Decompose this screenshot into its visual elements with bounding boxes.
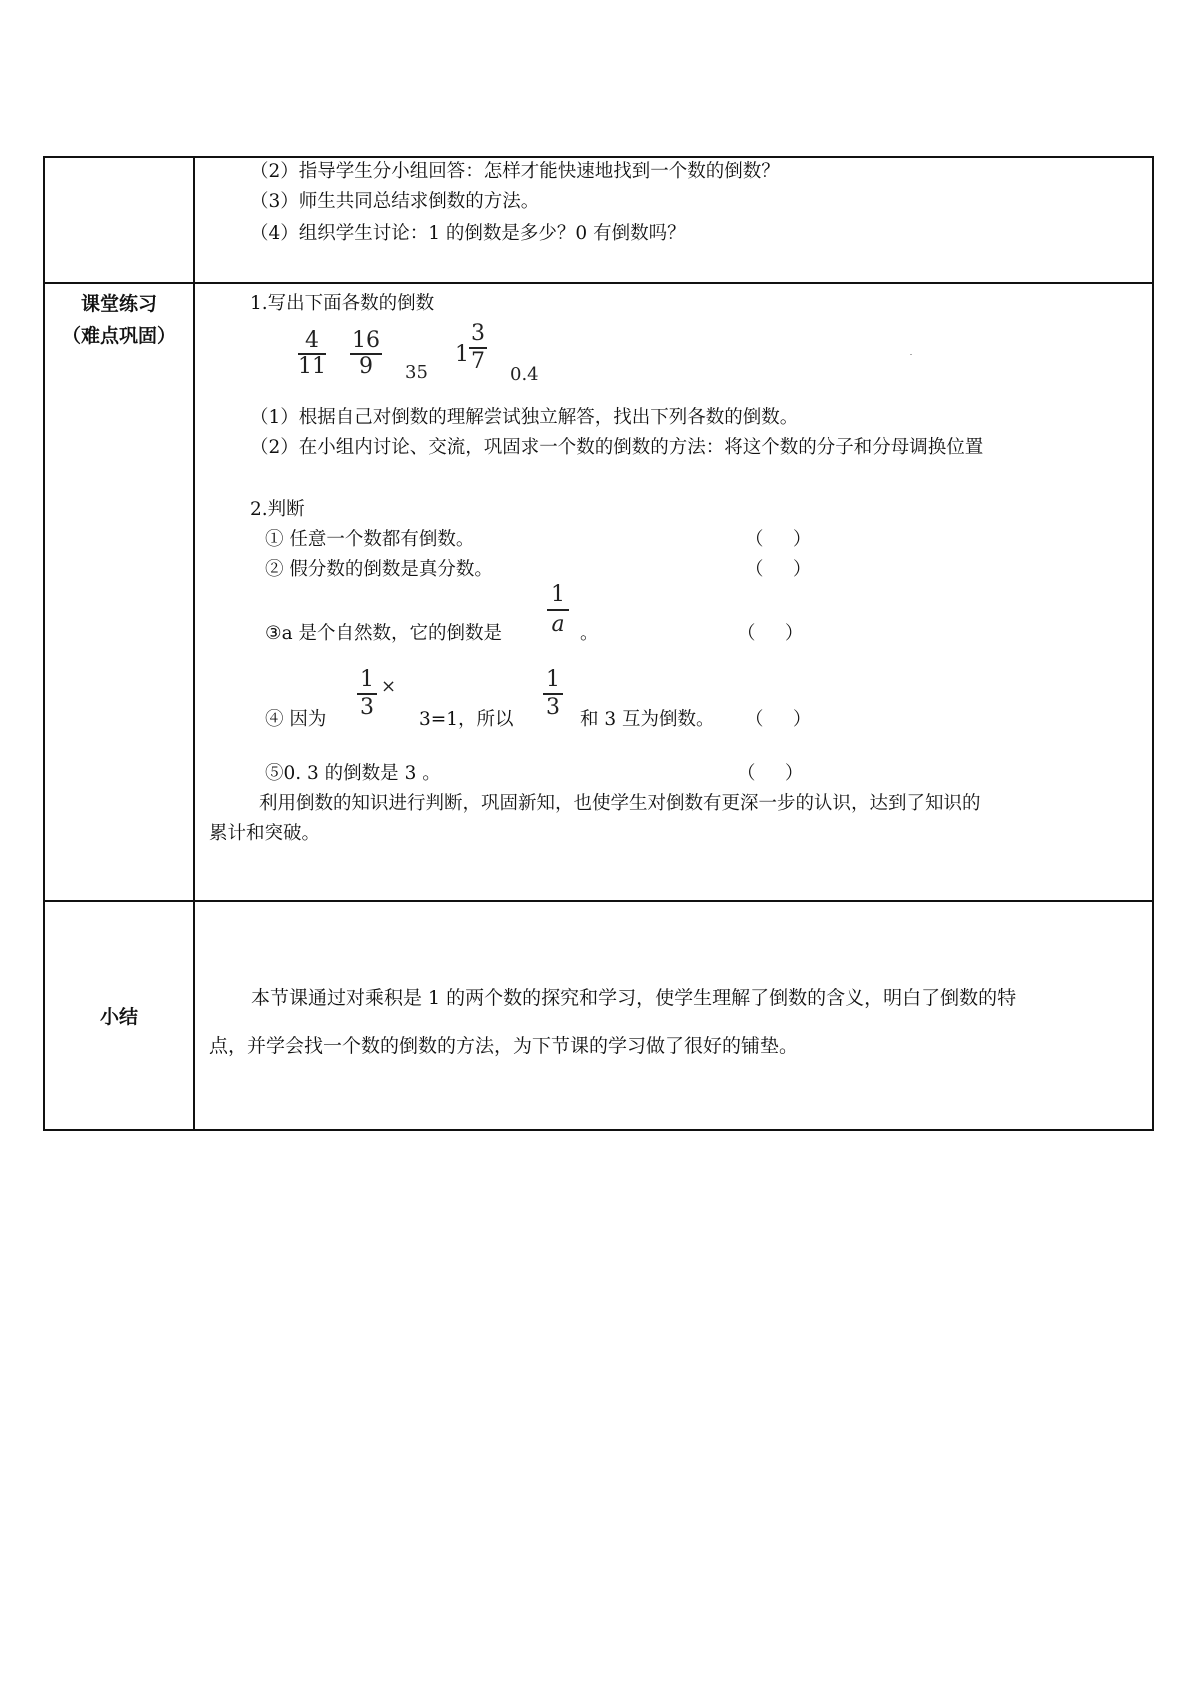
row-summary [45, 902, 1152, 1129]
fraction-1-3 [357, 668, 377, 720]
judge-item-5: ⑤0. 3 的倒数是 3 。 [265, 763, 441, 784]
step-3-text: （3）师生共同总结求倒数的方法。 [250, 191, 540, 212]
answer-parentheses: （ ） [737, 763, 804, 784]
q1-step-2: （2）在小组内讨论、交流，巩固求一个数的倒数的方法：将这个数的分子和分母调换位置 [250, 437, 984, 458]
number-0-4: 0.4 [510, 364, 539, 385]
mixed-number-whole: 1 [455, 342, 469, 367]
lesson-plan-table [43, 156, 1154, 1131]
fraction-bar [547, 609, 569, 611]
fraction-numerator: 3 [471, 321, 485, 346]
fraction-numerator: 1 [551, 582, 565, 607]
step-2-text: （2）指导学生分小组回答：怎样才能快速地找到一个数的倒数？ [250, 161, 780, 182]
row-class-practice [45, 284, 1152, 900]
fraction-denominator: 7 [471, 349, 485, 374]
summary-line-2: 点，并学会找一个数的倒数的方法，为下节课的学习做了很好的铺垫。 [209, 1035, 799, 1057]
fraction-numerator: 1 [360, 667, 374, 692]
judge-item-4-end: 和 3 互为倒数。 [580, 709, 715, 730]
fraction-denominator: 9 [359, 354, 373, 379]
judge-item-3-text: ③a 是个自然数，它的倒数是 [265, 623, 502, 644]
fraction-denominator: 11 [298, 354, 326, 379]
class-practice-label [45, 288, 193, 352]
fraction-numerator: 16 [352, 328, 380, 353]
judge-item-4-text: ④ 因为 [265, 709, 327, 730]
times-sign: × [381, 676, 397, 697]
answer-parentheses: （ ） [737, 623, 804, 644]
fraction-denominator: 3 [546, 695, 560, 720]
fraction-1-3 [543, 668, 563, 720]
stray-dot [910, 354, 912, 355]
label-line-2: （难点巩固） [61, 325, 176, 347]
judge-item-2: ② 假分数的倒数是真分数。 [265, 559, 493, 580]
practice-summary-line-1: 利用倒数的知识进行判断，巩固新知，也使学生对倒数有更深一步的认识，达到了知识的 [259, 793, 981, 814]
answer-parentheses: （ ） [745, 529, 812, 550]
label-line-1: 课堂练习 [80, 293, 157, 315]
summary-label: 小结 [99, 1006, 138, 1028]
practice-summary-line-2: 累计和突破。 [209, 823, 321, 844]
row-teaching-steps [45, 158, 1152, 282]
fraction-4-11 [298, 330, 326, 378]
fraction-numerator: 1 [546, 667, 560, 692]
answer-parentheses: （ ） [745, 559, 812, 580]
answer-parentheses: （ ） [745, 709, 812, 730]
fraction-denominator: a [551, 612, 565, 637]
q2-title: 2.判断 [250, 499, 305, 520]
fraction-16-9 [350, 330, 382, 378]
number-35: 35 [405, 362, 428, 383]
q1-title: 1.写出下面各数的倒数 [250, 293, 435, 314]
judge-item-4-middle: 3=1，所以 [419, 709, 514, 730]
q1-step-1: （1）根据自己对倒数的理解尝试独立解答，找出下列各数的倒数。 [250, 407, 799, 428]
fraction-denominator: 3 [360, 695, 374, 720]
step-4-text: （4）组织学生讨论：1 的倒数是多少？0 有倒数吗？ [250, 223, 686, 244]
fraction-numerator: 4 [305, 328, 319, 353]
judge-item-3-period: 。 [580, 623, 599, 644]
judge-item-1: ① 任意一个数都有倒数。 [265, 529, 475, 550]
fraction-1-over-a [547, 582, 569, 638]
summary-line-1: 本节课通过对乘积是 1 的两个数的探究和学习，使学生理解了倒数的含义，明白了倒数的特 [251, 987, 1017, 1009]
mixed-number-fraction [469, 322, 487, 374]
